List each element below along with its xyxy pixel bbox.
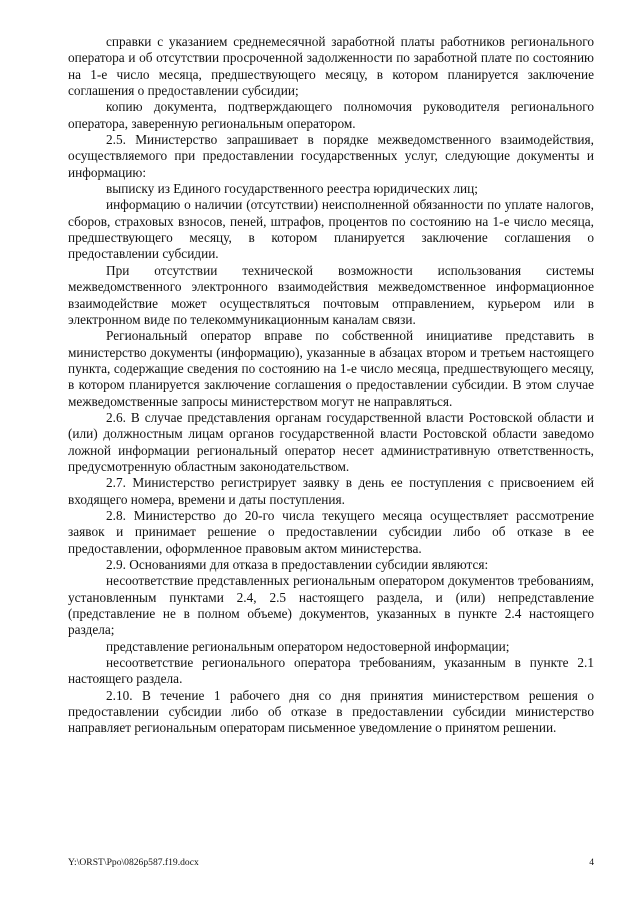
paragraph-clause-2-5: 2.5. Министерство запрашивает в порядке межведомственного взаимодействия, осуществляемого при предоставлении государственных услуг, следующие документы и информацию:: [68, 132, 594, 180]
paragraph-clause-2-8: 2.8. Министерство до 20-го числа текущего месяца осуществляет рассмотрение заявок и принимает решение о предоставлении субсидии либо об отказе в ее предоставлении, оформленное правовым актом министерства.: [68, 507, 594, 556]
page-number: 4: [589, 857, 594, 868]
paragraph-clause-2-10: 2.10. В течение 1 рабочего дня со дня принятия министерством решения о предоставлении субсидии либо об отказе в предоставлении субсидии министерство направляет региональным операторам письменное уведомление о принятом решении.: [68, 687, 594, 736]
paragraph-authority-copy: копию документа, подтверждающего полномочия руководителя регионального оператора, заверенную региональным оператором.: [68, 99, 594, 131]
paragraph-no-technical-possibility: При отсутствии технической возможности использования системы межведомственного электронного взаимодействия межведомственное информационное взаимодействие может осуществляться почтовым отправлением, курьером или в электронном виде по телекоммуникационным каналам связи.: [68, 262, 594, 327]
paragraph-clause-2-7: 2.7. Министерство регистрирует заявку в день ее поступления с присвоением ей входящего номера, времени и даты поступления.: [68, 475, 594, 507]
paragraph-nonconformity-operator: несоответствие регионального оператора требованиям, указанным в пункте 2.1 настоящего раздела.: [68, 655, 594, 687]
paragraph-clause-2-9: 2.9. Основаниями для отказа в предоставлении субсидии являются:: [106, 557, 489, 572]
paragraph-registry-extract: выписку из Единого государственного реестра юридических лиц;: [106, 181, 478, 197]
paragraph-clause-2-6: 2.6. В случае представления органам государственной власти Ростовской области и (или) должностным лицам органов государственной власти Ростовской области заведомо ложной информации региональный оператор несет административную ответственность, предусмотренную областным законодательством.: [68, 409, 594, 474]
paragraph-false-information: представление региональным оператором недостоверной информации;: [106, 638, 510, 654]
footer-file-path: Y:\ORST\Ppo\0826p587.f19.docx: [68, 857, 199, 868]
paragraph-nonconformity-documents: несоответствие представленных региональным оператором документов требованиям, установленным пунктами 2.4, 2.5 настоящего раздела, и (или) непредставление (представление не в полном объеме) документов, указанных в пункте 2.4 настоящего раздела;: [68, 573, 594, 638]
paragraph-own-initiative: Региональный оператор вправе по собственной инициативе представить в министерство документы (информацию), указанные в абзацах втором и третьем настоящего пункта, содержащие сведения по состоянию на 1-е число месяца, предшествующего месяцу, в котором планируется заключение соглашения о предоставлении субсидии. В этом случае межведомственные запросы министерством могут не направляться.: [68, 328, 594, 409]
paragraph-salary-certificate: справки с указанием среднемесячной заработной платы работников регионального оператора и об отсутствии просроченной задолженности по заработной плате по состоянию на 1-е число месяца, предшествующего месяцу, в котором планируется заключение соглашения о предоставлении субсидии;: [68, 34, 594, 99]
paragraph-tax-info: информацию о наличии (отсутствии) неисполненной обязанности по уплате налогов, сборов, страховых взносов, пеней, штрафов, процентов по состоянию на 1-е число месяца, предшествующего месяцу, в котором планируется заключение соглашения о предоставлении субсидии.: [68, 197, 594, 262]
document-body: [68, 34, 594, 737]
